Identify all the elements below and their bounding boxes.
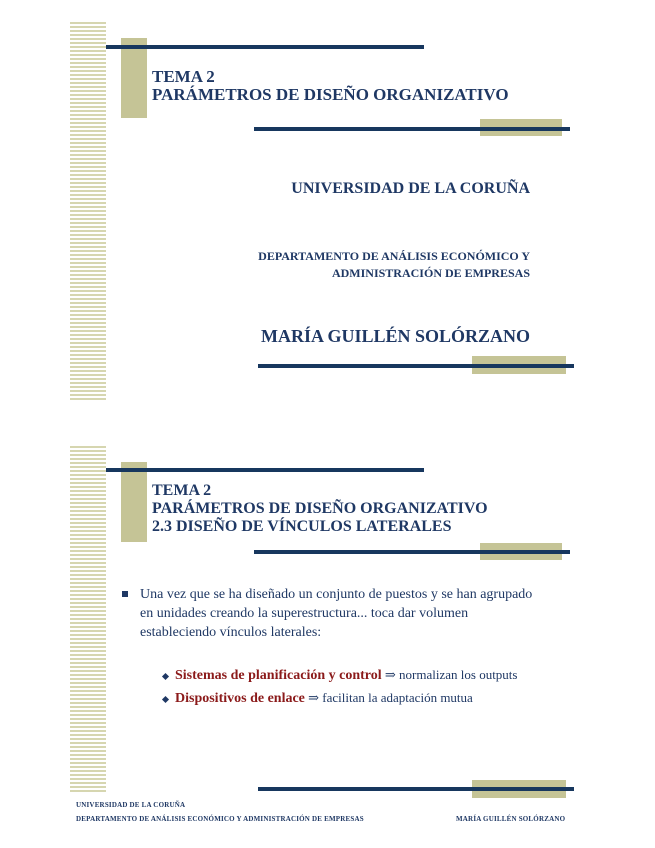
university-name: UNIVERSIDAD DE LA CORUÑA	[291, 180, 530, 197]
title-line-2: PARÁMETROS DE DISEÑO ORGANIZATIVO	[152, 85, 509, 104]
diamond-bullet-icon	[162, 672, 169, 679]
implies-arrow-icon: ⇒	[384, 667, 396, 682]
decorative-tan-block	[121, 38, 147, 118]
decorative-bottom-line	[258, 364, 574, 368]
implies-arrow-icon: ⇒	[308, 690, 320, 705]
decorative-tan-block	[121, 462, 147, 542]
title-line-3: 2.3 DISEÑO DE VÍNCULOS LATERALES	[152, 518, 452, 535]
title-line-1: TEMA 2	[152, 482, 212, 499]
footer-author: MARÍA GUILLÉN SOLÓRZANO	[456, 815, 566, 823]
square-bullet-icon	[122, 591, 128, 597]
title-line-2: PARÁMETROS DE DISEÑO ORGANIZATIVO	[152, 500, 488, 517]
department-line-2: ADMINISTRACIÓN DE EMPRESAS	[331, 266, 530, 280]
sub-bullet	[163, 690, 473, 707]
decorative-bottom-line	[258, 787, 574, 791]
main-bullet	[122, 585, 542, 642]
sub-bullet-term: Sistemas de planificación y control	[175, 668, 382, 683]
footer-department: DEPARTAMENTO DE ANÁLISIS ECONÓMICO Y ADMINISTRACIÓN DE EMPRESAS	[76, 815, 364, 823]
diamond-bullet-icon	[162, 695, 169, 702]
decorative-top-line	[106, 45, 424, 49]
slide-title	[152, 482, 488, 536]
department-line-1: DEPARTAMENTO DE ANÁLISIS ECONÓMICO Y	[258, 249, 530, 263]
sub-bullet-desc: normalizan los outputs	[399, 667, 518, 682]
department-name	[150, 248, 530, 282]
main-bullet-text: Una vez que se ha diseñado un conjunto de puestos y se han agrupado en unidades creando la superestructura... toca dar volumen estableciendo vínculos laterales:	[140, 587, 533, 640]
title-slide	[0, 0, 655, 420]
author-name: MARÍA GUILLÉN SOLÓRZANO	[260, 326, 530, 346]
decorative-top-line	[106, 468, 424, 472]
decorative-stripes	[70, 446, 106, 794]
sub-bullet-desc: facilitan la adaptación mutua	[322, 690, 473, 705]
title-line-1: TEMA 2	[152, 67, 215, 86]
sub-bullet-term: Dispositivos de enlace	[175, 691, 305, 706]
content-slide	[0, 440, 655, 823]
decorative-stripes	[70, 22, 106, 400]
decorative-mid-line	[254, 550, 570, 554]
decorative-mid-line	[254, 127, 570, 131]
slide-title	[152, 68, 509, 104]
sub-bullet	[163, 667, 517, 684]
footer-university: UNIVERSIDAD DE LA CORUÑA	[76, 801, 186, 809]
